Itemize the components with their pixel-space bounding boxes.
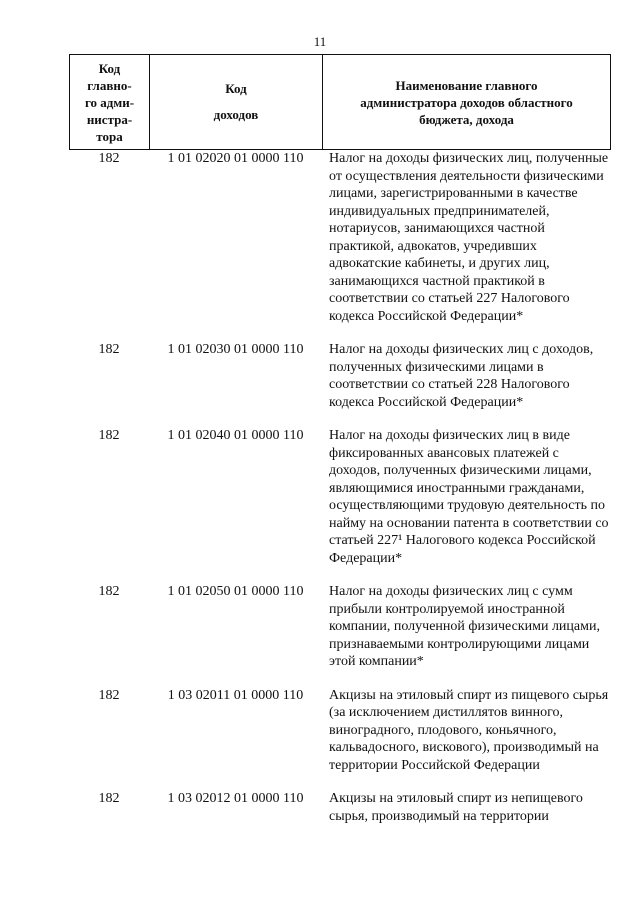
income-code-cell: 1 03 02011 01 0000 110: [167, 687, 304, 703]
table-body: [69, 150, 611, 825]
admin-code-cell: 182: [98, 791, 120, 806]
income-code-cell: 1 03 02012 01 0000 110: [167, 791, 304, 806]
table-row: [69, 687, 611, 775]
admin-code-cell: 182: [98, 584, 120, 599]
header-admin-code: [70, 55, 150, 149]
income-name-cell: Налог на доходы физических лиц с сумм прибыли контролируемой иностранной компании, полученной физическими лицами, признаваемыми контролирующими лицами этой компании*: [329, 584, 600, 669]
income-code-cell: 1 01 02040 01 0000 110: [167, 428, 304, 443]
admin-code-cell: 182: [98, 428, 120, 443]
income-name-cell: Акцизы на этиловый спирт из пищевого сырья (за исключением дистиллятов винного, виноградного, плодового, коньячного, кальвадосного, вискового), производимый на территории Российской Федерации: [329, 687, 609, 773]
income-code-cell: 1 01 02050 01 0000 110: [167, 584, 304, 599]
table-header: [69, 54, 611, 150]
income-code-cell: 1 01 02020 01 0000 110: [167, 151, 304, 166]
income-name-cell: Акцизы на этиловый спирт из непищевого сырья, производимый на территории: [329, 791, 583, 824]
header-income-code-label: Код доходов: [213, 81, 259, 122]
admin-code-cell: 182: [98, 151, 120, 166]
income-name-cell: Налог на доходы физических лиц, полученные от осуществления деятельности физическими лицами, зарегистрированными в качестве индивидуальных предпринимателей, нотариусов, занимающихся частной практикой, адвокатов, учредивших адвокатские кабинеты, и других лиц, занимающихся частной практикой в соответствии со статьей 227 Налогового кодекса Российской Федерации*: [329, 151, 609, 324]
table-row: [69, 583, 611, 671]
header-name: [323, 55, 610, 149]
table-row: [69, 790, 611, 825]
income-name-cell: Налог на доходы физических лиц с доходов, полученных физическими лицами в соответствии со статьей 228 Налогового кодекса Российской Федерации*: [329, 342, 594, 410]
income-name-cell: Налог на доходы физических лиц в виде фиксированных авансовых платежей с доходов, полученных физическими лицами, являющимися иностранными гражданами, осуществляющими трудовую деятельность по найму на основании патента в соответствии со статьей 227¹ Налогового кодекса Российской Федерации*: [329, 428, 609, 566]
income-code-cell: 1 01 02030 01 0000 110: [167, 342, 304, 357]
table-row: [69, 427, 611, 567]
table-row: [69, 341, 611, 411]
admin-code-cell: 182: [98, 342, 120, 357]
admin-code-cell: 182: [98, 687, 120, 703]
page-number: 11: [313, 34, 327, 49]
header-name-label: Наименование главного администратора доходов областного бюджета, дохода: [360, 77, 573, 127]
table-row: [69, 150, 611, 325]
header-income-code: [150, 55, 323, 149]
header-admin-code-label: Код главно- го адми- нистра- тора: [84, 60, 135, 144]
